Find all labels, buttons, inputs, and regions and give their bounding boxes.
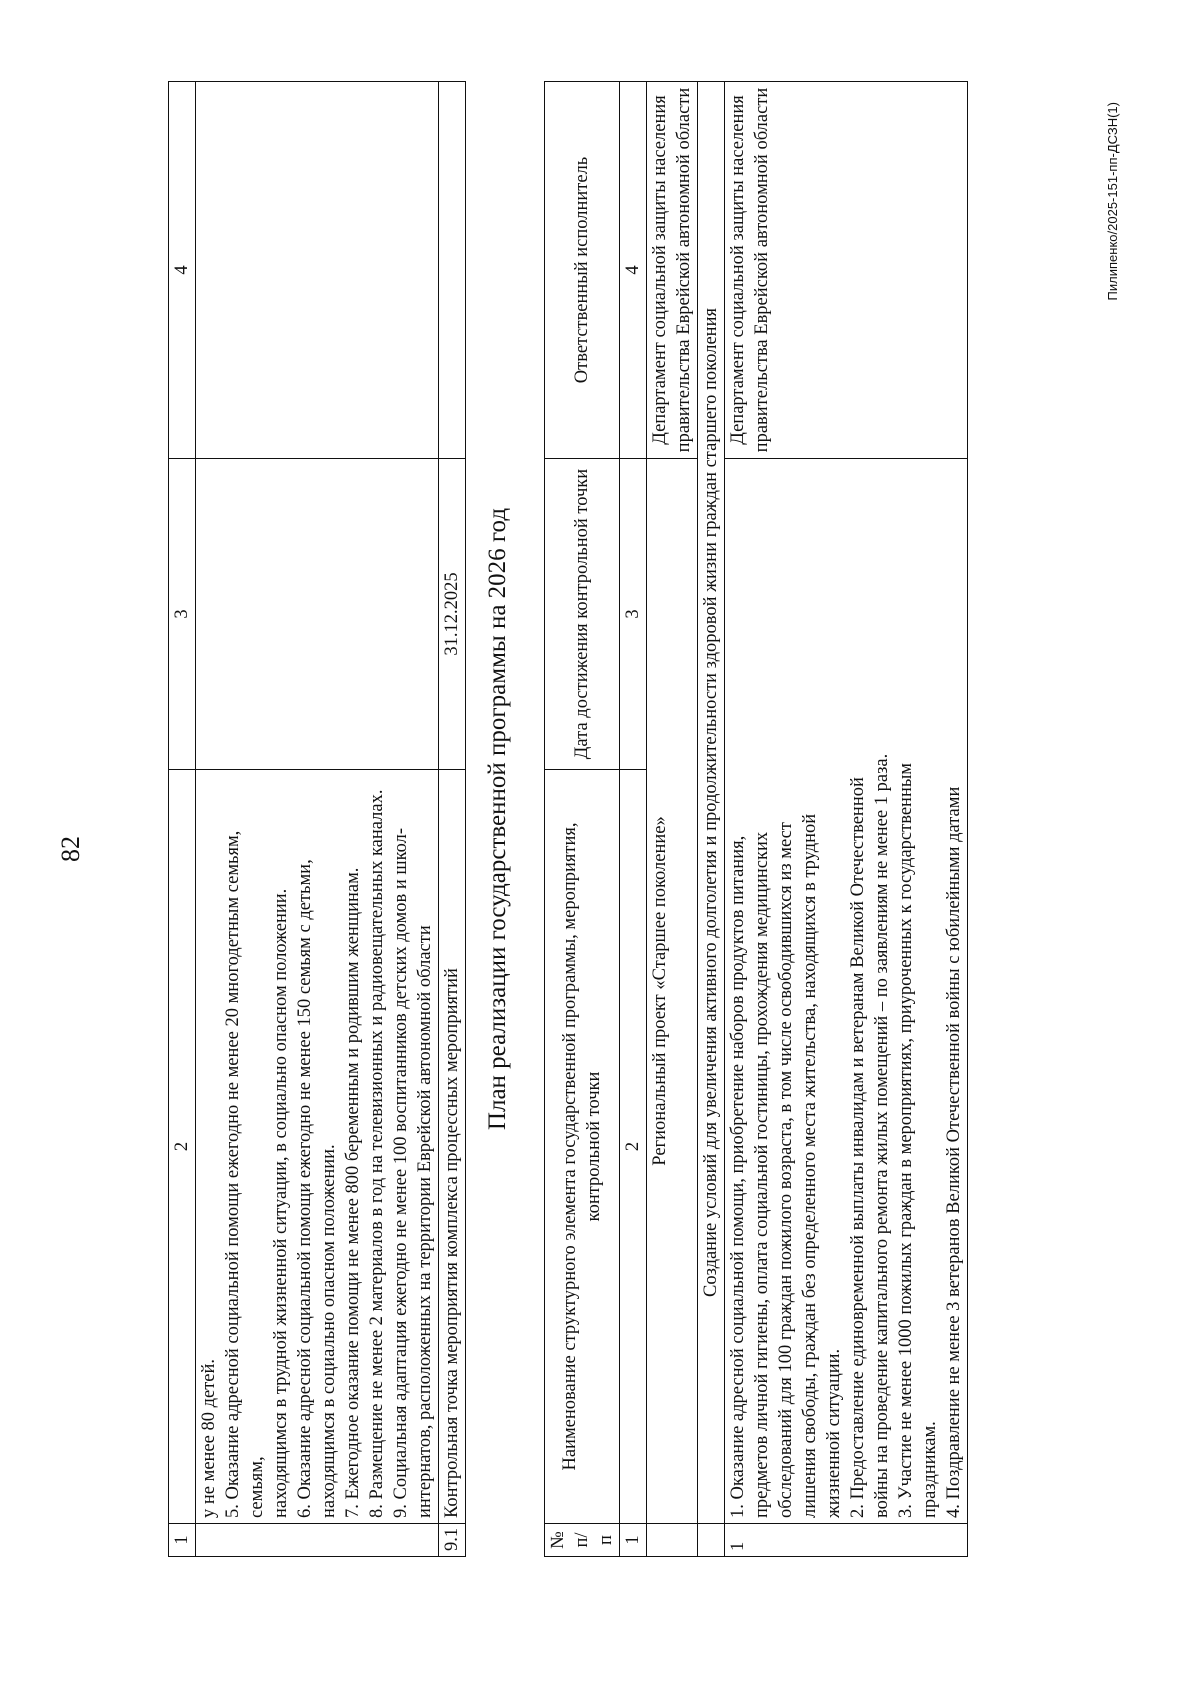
header-row [545, 82, 620, 1557]
list-item: 9. Социальная адаптация ежегодно не менее 100 воспитанников детских домов и школ- [391, 827, 411, 1518]
header-executor: Ответственный исполнитель [545, 82, 620, 459]
col-number-2: 2 [169, 770, 196, 1524]
cell-empty [196, 1524, 439, 1557]
continuation-text [196, 770, 439, 1524]
list-item: 2. Предоставление единовременной выплаты инвалидам и ветеранам Великой Отечественной [848, 777, 868, 1518]
col-number-3: 3 [169, 459, 196, 770]
row-number: 1 [725, 1524, 968, 1557]
list-item: лишения свободы, граждан без определенного места жительства, находящихся в трудной [800, 813, 820, 1518]
list-item: 6. Оказание адресной социальной помощи ежегодно не менее 150 семьям с детьми, [295, 859, 315, 1518]
header-name: Наименование структурного элемента государственной программы, мероприятия, контрольной точки [545, 770, 620, 1524]
continued-table [168, 81, 466, 1557]
list-item: 3. Участие не менее 1000 пожилых граждан в мероприятиях, приуроченных к государственным [896, 763, 916, 1518]
col-number-2: 2 [620, 770, 647, 1524]
col-number-4: 4 [620, 82, 647, 459]
task-name: Создание условий для увеличения активного долголетия и продолжительности здоровой жизни граждан старшего поколения [698, 82, 725, 1524]
list-item: жизненной ситуации. [824, 1348, 844, 1518]
list-item: войны на проведение капитального ремонта жилых помещений – по заявлениям не менее 1 раза. [872, 753, 892, 1518]
page-number: 82 [56, 836, 85, 862]
control-point-name: Контрольная точка мероприятия комплекса процессных мероприятий [439, 770, 466, 1524]
col-number-4: 4 [169, 82, 196, 459]
table-row [196, 82, 439, 1557]
activity-executor: Департамент социальной защиты населения правительства Еврейской автономной области [725, 82, 968, 459]
footer-code: Пилипенко/2025-151-пп-ДСЗН(1) [1105, 102, 1120, 301]
list-item: у не менее 80 детей. [199, 1358, 219, 1518]
list-item: находящимся в социально опасном положении. [319, 1144, 339, 1518]
header-date: Дата достижения контрольной точки [545, 459, 620, 770]
row-number: 9.1 [439, 1524, 466, 1557]
header-number: № п/п [545, 1524, 620, 1557]
list-item: находящимся в трудной жизненной ситуации, в социально опасном положении. [271, 888, 291, 1518]
list-item: 5. Оказание адресной социальной помощи ежегодно не менее 20 многодетным семьям, семьям, [223, 830, 267, 1518]
col-number-1: 1 [620, 1524, 647, 1557]
project-executor: Департамент социальной защиты населения правительства Еврейской автономной области [647, 82, 698, 459]
control-point-date: 31.12.2025 [439, 459, 466, 770]
cell-empty [698, 1524, 725, 1557]
list-item: предметов личной гигиены, оплата социальной гостиницы, прохождения медицинских [752, 831, 772, 1518]
list-item: 8. Размещение не менее 2 материалов в год на телевизионных и радиовещательных каналах. [367, 789, 387, 1518]
table-row [439, 82, 466, 1557]
col-number-1: 1 [169, 1524, 196, 1557]
project-name: Региональный проект «Старшее поколение» [647, 459, 698, 1524]
cell-empty [196, 82, 439, 459]
activity-description [725, 459, 968, 1524]
column-number-row [169, 82, 196, 1557]
cell-empty [647, 1524, 698, 1557]
table-row [725, 82, 968, 1557]
list-item: обследований для 100 граждан пожилого возраста, в том числе освободившихся из мест [776, 822, 796, 1518]
cell-empty [196, 459, 439, 770]
list-item: интернатов, расположенных на территории Еврейской автономной области [415, 925, 435, 1518]
plan-table [544, 81, 968, 1557]
list-item: 4. Поздравление не менее 3 ветеранов Великой Отечественной войны с юбилейными датами [944, 786, 964, 1518]
list-item: праздникам. [920, 1421, 940, 1518]
control-point-executor [439, 82, 466, 459]
plan-title: План реализации государственной программы на 2026 год [484, 507, 511, 1131]
task-row [698, 82, 725, 1557]
project-row [647, 82, 698, 1557]
column-number-row [620, 82, 647, 1557]
col-number-3: 3 [620, 459, 647, 770]
list-item: 7. Ежегодное оказание помощи не менее 800 беременным и родившим женщинам. [343, 867, 363, 1518]
list-item: 1. Оказание адресной социальной помощи, приобретение наборов продуктов питания, [728, 835, 748, 1518]
